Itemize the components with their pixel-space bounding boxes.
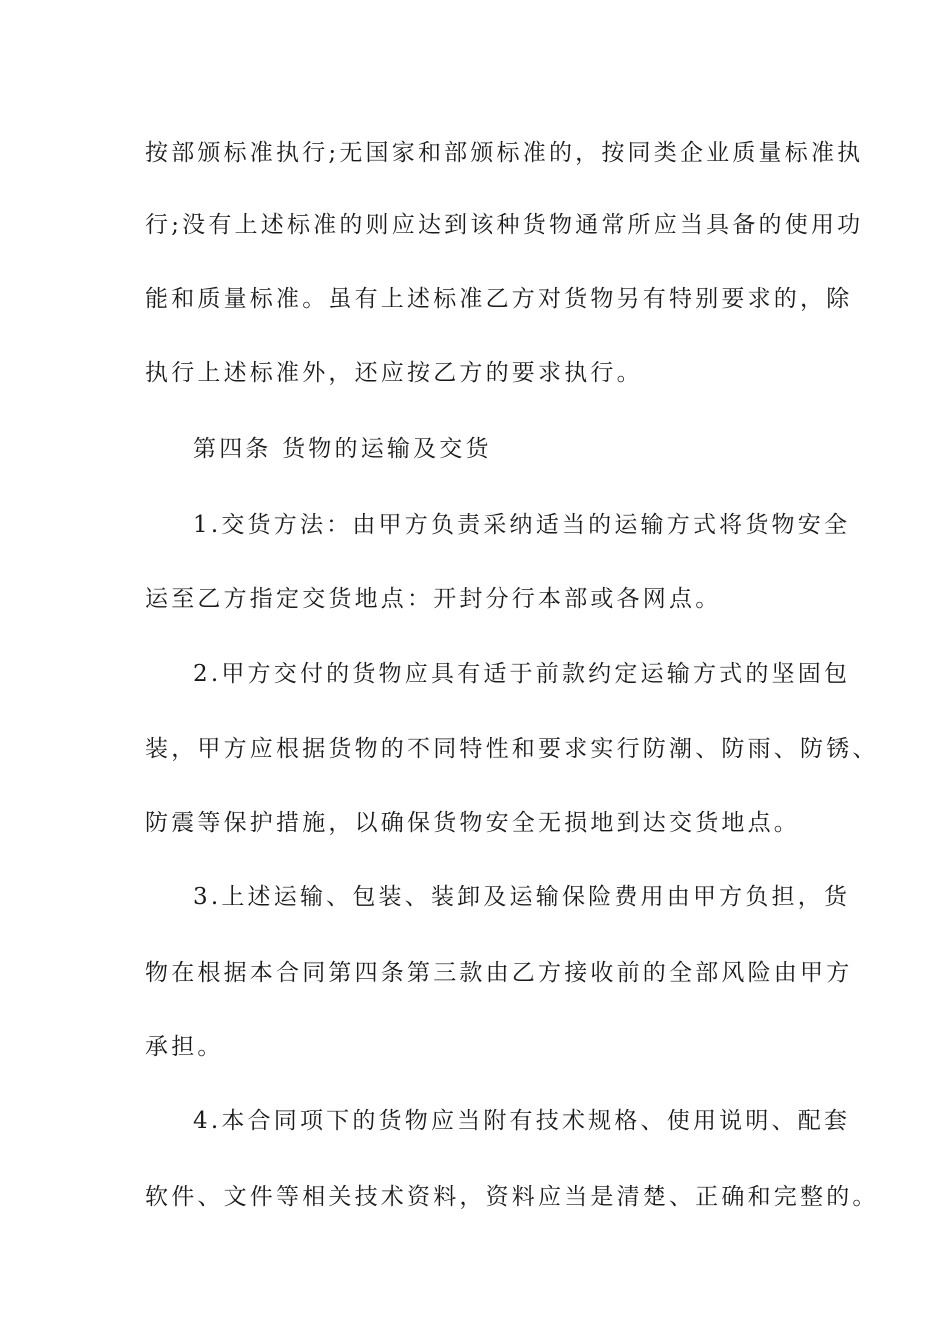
paragraph-line: 物在根据本合同第四条第三款由乙方接收前的全部风险由甲方	[145, 960, 853, 986]
section-heading: 第四条 货物的运输及交货	[193, 436, 492, 462]
paragraph-line: 2.甲方交付的货物应具有适于前款约定运输方式的坚固包	[193, 661, 851, 687]
paragraph-line: 能和质量标准。虽有上述标准乙方对货物另有特别要求的，除	[145, 286, 853, 312]
paragraph-line: 防震等保护措施，以确保货物安全无损地到达交货地点。	[145, 810, 800, 836]
paragraph-line: 软件、文件等相关技术资料，资料应当是清楚、正确和完整的。	[145, 1184, 879, 1210]
paragraph-line: 4.本合同项下的货物应当附有技术规格、使用说明、配套	[193, 1108, 851, 1134]
paragraph-line: 1.交货方法：由甲方负责采纳适当的运输方式将货物安全	[193, 512, 851, 538]
paragraph-line: 承担。	[145, 1034, 224, 1060]
paragraph-line: 按部颁标准执行;无国家和部颁标准的，按同类企业质量标准执	[145, 140, 864, 166]
paragraph-line: 运至乙方指定交货地点：开封分行本部或各网点。	[145, 586, 722, 612]
paragraph-line: 行;没有上述标准的则应达到该种货物通常所应当具备的使用功	[145, 212, 864, 238]
paragraph-line: 执行上述标准外，还应按乙方的要求执行。	[145, 360, 643, 386]
paragraph-line: 装，甲方应根据货物的不同特性和要求实行防潮、防雨、防锈、	[145, 736, 879, 762]
paragraph-line: 3.上述运输、包装、装卸及运输保险费用由甲方负担，货	[193, 884, 851, 910]
